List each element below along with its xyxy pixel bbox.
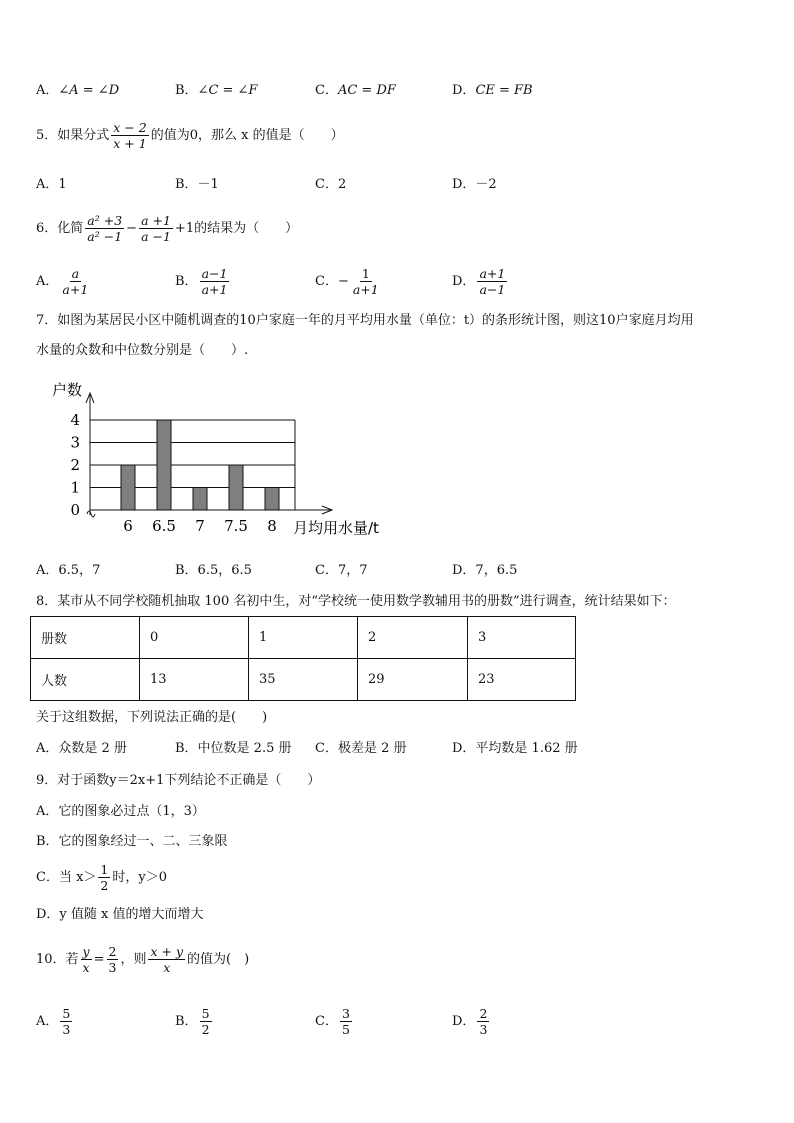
q10-option-b: B． $\frac{5}{2}$ [175,1006,210,1037]
y-tick-label: 4 [70,411,80,429]
q8-option-c: C．极差是 2 册 [315,741,407,756]
y-tick-label: 0 [70,501,80,519]
x-tick-label: 6 [123,517,133,535]
q10-option-c: C． $\frac{3}{5}$ [315,1006,350,1037]
q9-option-d: D．y 值随 x 值的增大而增大 [36,907,204,922]
table-row [31,617,576,659]
q6-option-a: A． $\frac{a}{a+1}$ [36,266,89,297]
q4-option-c [315,82,396,100]
q8-stem: 8．某市从不同学校随机抽取 100 名初中生，对“学校统一使用数学教辅用书的册数”进行调查，统计结果如下： [36,594,676,609]
option-label: D． [452,83,476,98]
q4-option-b [175,82,257,100]
q6-option-b: B． $\frac{a-1}{a+1}$ [175,266,228,297]
bar-7 [193,488,207,511]
x-tick-label: 7 [195,517,205,535]
option-label: B． [175,83,198,98]
axis-break [87,511,95,517]
q9-option-b: B．它的图象经过一、二、三象限 [36,834,228,849]
y-axis-title: 户数 [52,381,83,399]
table-cell: 3 [468,617,576,659]
table-row [31,659,576,701]
q4-option-a [36,82,119,100]
q6-stem: 6．化简 $\frac{\text{a² +3}}{\text{a² −1}}$ − $\frac{a +1}{a -1}$ +1的结果为（ ） [36,213,299,244]
q7-option-d: D．7，6.5 [452,563,518,578]
table-cell: 23 [468,659,576,701]
x-tick-label: 6.5 [152,517,176,535]
table-cell: 0 [140,617,249,659]
q7-stem-line2: 水量的众数和中位数分别是（ ）. [36,343,249,358]
q9-stem: 9．对于函数y＝2x+1下列结论不正确是（ ） [36,773,321,788]
q8-option-d: D．平均数是 1.62 册 [452,741,578,756]
table-cell: 2 [358,617,468,659]
bar-8 [265,488,279,511]
q5-fraction: $\frac{x - 2}{x + 1}$ [113,120,147,151]
q8-data-table [30,616,576,701]
q9-option-a: A．它的图象必过点（1，3） [36,804,205,819]
x-tick-label: 8 [267,517,277,535]
y-tick-label: 2 [70,456,80,474]
q5-option-a: A．1 [36,177,67,192]
table-cell: 1 [249,617,358,659]
bar-6.5 [157,420,171,510]
y-tick-label: 3 [70,433,80,452]
y-tick-label: 1 [70,478,80,497]
q6-fraction-1: $\frac{\text{a² +3}}{\text{a² −1}}$ [87,213,123,244]
q7-bar-chart [40,375,400,545]
option-text: CE = FB [475,83,533,98]
q5-stem: 5．如果分式 $\frac{x - 2}{x + 1}$ 的值为0，那么 x 的值是（ ） [36,120,344,151]
option-label: A． [36,83,59,98]
q7-option-c: C．7，7 [315,563,368,578]
option-text: ∠C = ∠F [197,83,258,98]
table-cell: 29 [358,659,468,701]
option-label: C． [315,83,338,98]
q10-option-a: A． $\frac{5}{3}$ [36,1006,71,1037]
q5-option-c: C．2 [315,177,347,192]
table-cell: 人数 [31,659,140,701]
q4-option-d [452,82,533,100]
q5-option-d: D．－2 [452,177,497,192]
q9-option-c: C．当 x＞ $\frac{1}{2}$ 时，y＞0 [36,862,167,893]
q6-fraction-2: $\frac{a +1}{a -1}$ [141,213,171,244]
option-text: AC = DF [337,83,396,98]
q8-option-a: A．众数是 2 册 [36,741,127,756]
x-tick-label: 7.5 [224,517,248,535]
q5-option-b: B．－1 [175,177,219,192]
table-cell: 35 [249,659,358,701]
x-axis-title: 月均用水量/t [293,519,379,537]
table-cell: 册数 [31,617,140,659]
table-cell: 13 [140,659,249,701]
q8-option-b: B．中位数是 2.5 册 [175,741,292,756]
q7-stem-line1: 7．如图为某居民小区中随机调查的10户家庭一年的月平均用水量（单位：t）的条形统计图，则这10户家庭月均用 [36,313,694,328]
bar-7.5 [229,465,243,510]
q10-option-d: D． $\frac{2}{3}$ [452,1006,488,1037]
bar-6 [121,465,135,510]
q6-option-c: C．− $\frac{1}{a+1}$ [315,266,379,297]
q10-stem: 10．若 $\frac{y}{x}$ = $\frac{2}{3}$ ，则 $\frac{x + y}{x}$ 的值为( ) [36,944,250,975]
q8-question: 关于这组数据，下列说法正确的是( ) [36,710,268,725]
q7-option-a: A．6.5，7 [36,563,101,578]
option-text: ∠A = ∠D [58,83,120,98]
q7-option-b: B．6.5，6.5 [175,563,252,578]
q6-option-d: D． $\frac{a+1}{a-1}$ [452,266,506,297]
